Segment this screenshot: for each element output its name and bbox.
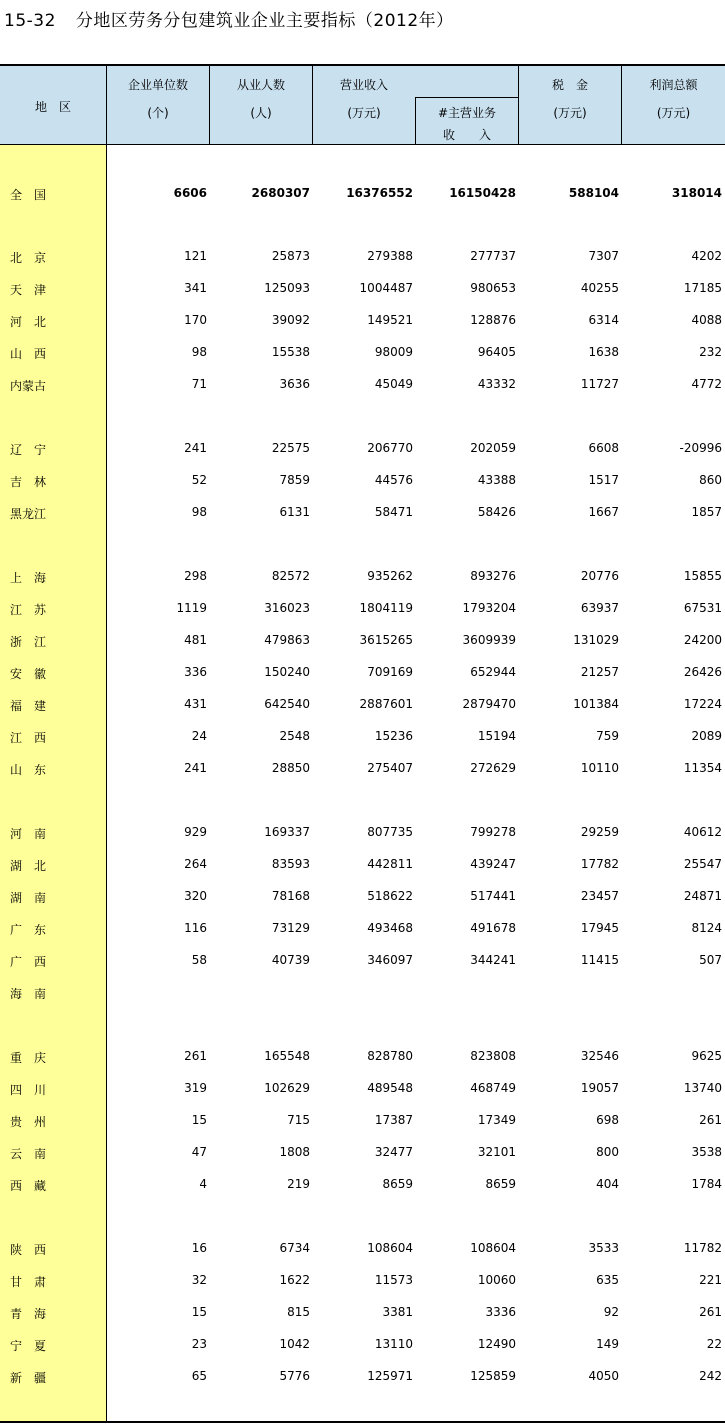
table-cell: 121: [184, 249, 207, 263]
table-cell: 52: [191, 473, 207, 487]
table-cell: 32: [191, 1273, 207, 1287]
region-label: 贵 州: [10, 1115, 47, 1129]
table-cell: 489548: [367, 1081, 413, 1095]
region-label: 广 西: [10, 955, 47, 969]
table-cell: 11415: [580, 953, 619, 967]
table-cell: 24: [191, 729, 207, 743]
table-cell: 40255: [580, 281, 619, 295]
table-cell: 316023: [264, 601, 310, 615]
table-cell: 23457: [580, 889, 619, 903]
table-cell: 439247: [470, 857, 516, 871]
table-cell: 9625: [691, 1049, 722, 1063]
table-cell: 25873: [271, 249, 310, 263]
table-cell: 807735: [367, 825, 413, 839]
table-cell: 507: [699, 953, 722, 967]
table-cell: 8659: [485, 1177, 516, 1191]
table-cell: 241: [184, 441, 207, 455]
table-cell: 518622: [367, 889, 413, 903]
table-cell: 22575: [271, 441, 310, 455]
table-cell: 2548: [279, 729, 310, 743]
table-cell: 10060: [477, 1273, 516, 1287]
region-label: 安 徽: [10, 667, 47, 681]
table-cell: 1004487: [359, 281, 413, 295]
table-cell: 3336: [485, 1305, 516, 1319]
table-cell: 17224: [683, 697, 722, 711]
region-label: 云 南: [10, 1147, 47, 1161]
table-cell: 709169: [367, 665, 413, 679]
region-label: 西 藏: [10, 1179, 47, 1193]
table-cell: 275407: [367, 761, 413, 775]
table-cell: 16: [191, 1241, 207, 1255]
table-cell: 11727: [580, 377, 619, 391]
table-cell: 96405: [477, 345, 516, 359]
table-cell: 131029: [573, 633, 619, 647]
table-cell: 23: [191, 1337, 207, 1351]
table-cell: 261: [184, 1049, 207, 1063]
table-cell: 16150428: [449, 186, 516, 200]
table-cell: 1804119: [359, 601, 413, 615]
table-cell: 58: [191, 953, 207, 967]
header-employees-unit: (人): [250, 106, 272, 120]
table-cell: 43388: [477, 473, 516, 487]
table-cell: 221: [699, 1273, 722, 1287]
table-cell: 481: [184, 633, 207, 647]
region-label: 河 北: [10, 315, 47, 329]
table-cell: 491678: [470, 921, 516, 935]
table-cell: 32546: [580, 1049, 619, 1063]
table-cell: 7859: [279, 473, 310, 487]
table-cell: -20996: [679, 441, 722, 455]
table-number: 15-32: [4, 11, 56, 31]
header-tax: 税 金: [551, 78, 588, 92]
table-cell: 2089: [691, 729, 722, 743]
table-cell: 1667: [588, 505, 619, 519]
table-cell: 1784: [691, 1177, 722, 1191]
table-cell: 28850: [271, 761, 310, 775]
table-cell: 170: [184, 313, 207, 327]
table-cell: 1517: [588, 473, 619, 487]
table-cell: 15: [191, 1113, 207, 1127]
table-cell: 58426: [477, 505, 516, 519]
table-cell: 45049: [374, 377, 413, 391]
table-cell: 125093: [264, 281, 310, 295]
table-cell: 219: [287, 1177, 310, 1191]
table-cell: 13740: [683, 1081, 722, 1095]
region-label: 湖 北: [10, 859, 47, 873]
table-cell: 29259: [580, 825, 619, 839]
table-cell: 277737: [470, 249, 516, 263]
region-label: 山 西: [10, 347, 47, 361]
region-label: 甘 肃: [10, 1275, 47, 1289]
table-cell: 206770: [367, 441, 413, 455]
table-cell: 116: [184, 921, 207, 935]
table-cell: 1638: [588, 345, 619, 359]
table-cell: 150240: [264, 665, 310, 679]
table-cell: 125859: [470, 1369, 516, 1383]
table-cell: 15236: [374, 729, 413, 743]
table-cell: 341: [184, 281, 207, 295]
table-cell: 442811: [367, 857, 413, 871]
table-cell: 759: [596, 729, 619, 743]
table-cell: 404: [596, 1177, 619, 1191]
table-cell: 298: [184, 569, 207, 583]
table-cell: 47: [191, 1145, 207, 1159]
table-cell: 318014: [671, 186, 722, 200]
table-cell: 6314: [588, 313, 619, 327]
table-cell: 3636: [279, 377, 310, 391]
region-column-background: [0, 145, 106, 1422]
table-cell: 8659: [382, 1177, 413, 1191]
table-cell: 344241: [470, 953, 516, 967]
table-cell: 261: [699, 1113, 722, 1127]
table-cell: 2680307: [251, 186, 310, 200]
table-cell: 149521: [367, 313, 413, 327]
region-label: 吉 林: [10, 475, 47, 489]
header-tax-unit: (万元): [553, 106, 587, 120]
region-label: 全 国: [10, 188, 47, 202]
table-cell: 92: [603, 1305, 619, 1319]
table-cell: 108604: [367, 1241, 413, 1255]
table-cell: 980653: [470, 281, 516, 295]
table-cell: 15855: [683, 569, 722, 583]
table-cell: 468749: [470, 1081, 516, 1095]
table-cell: 815: [287, 1305, 310, 1319]
table-cell: 893276: [470, 569, 516, 583]
table-cell: 24200: [683, 633, 722, 647]
column-divider: [106, 66, 107, 1423]
table-cell: 517441: [470, 889, 516, 903]
table-cell: 3538: [691, 1145, 722, 1159]
table-cell: 73129: [271, 921, 310, 935]
table-cell: 1857: [691, 505, 722, 519]
table-title: [4, 6, 454, 31]
table-cell: 17782: [580, 857, 619, 871]
table-cell: 98: [191, 345, 207, 359]
table-cell: 32101: [477, 1145, 516, 1159]
header-bottom-border: [0, 144, 725, 145]
table-cell: 6734: [279, 1241, 310, 1255]
table-cell: 336: [184, 665, 207, 679]
table-cell: 15538: [271, 345, 310, 359]
table-cell: 25547: [683, 857, 722, 871]
table-cell: 6608: [588, 441, 619, 455]
table-cell: 1042: [279, 1337, 310, 1351]
table-cell: 1119: [176, 601, 207, 615]
table-cell: 20776: [580, 569, 619, 583]
table-cell: 12490: [477, 1337, 516, 1351]
table-cell: 17387: [374, 1113, 413, 1127]
table-cell: 7307: [588, 249, 619, 263]
table-cell: 479863: [264, 633, 310, 647]
table-cell: 82572: [271, 569, 310, 583]
table-cell: 98: [191, 505, 207, 519]
region-label: 北 京: [10, 251, 47, 265]
region-label: 内蒙古: [10, 379, 47, 393]
table-cell: 40739: [271, 953, 310, 967]
region-label: 江 苏: [10, 603, 47, 617]
table-cell: 165548: [264, 1049, 310, 1063]
region-label: 福 建: [10, 699, 47, 713]
table-cell: 241: [184, 761, 207, 775]
header-profit: 利润总额: [649, 78, 698, 92]
table-cell: 58471: [374, 505, 413, 519]
header-main-revenue: #主营业务: [437, 106, 497, 120]
region-label: 湖 南: [10, 891, 47, 905]
table-cell: 823808: [470, 1049, 516, 1063]
table-cell: 10110: [580, 761, 619, 775]
table-cell: 40612: [683, 825, 722, 839]
table-cell: 63937: [580, 601, 619, 615]
table-cell: 3609939: [462, 633, 516, 647]
region-label: 辽 宁: [10, 443, 47, 457]
table-cell: 261: [699, 1305, 722, 1319]
table-cell: 232: [699, 345, 722, 359]
header-enterprises: 企业单位数: [127, 78, 188, 92]
header-enterprises-unit: (个): [147, 106, 169, 120]
table-cell: 44576: [374, 473, 413, 487]
region-label: 黑龙江: [10, 507, 47, 521]
table-cell: 17185: [683, 281, 722, 295]
table-cell: 26426: [683, 665, 722, 679]
table-cell: 2879470: [462, 697, 516, 711]
table-cell: 98009: [374, 345, 413, 359]
table-cell: 698: [596, 1113, 619, 1127]
table-cell: 78168: [271, 889, 310, 903]
header-region: 地 区: [34, 100, 71, 114]
table-cell: 13110: [374, 1337, 413, 1351]
table-cell: 4772: [691, 377, 722, 391]
table-cell: 935262: [367, 569, 413, 583]
table-cell: 202059: [470, 441, 516, 455]
table-cell: 11354: [683, 761, 722, 775]
region-label: 江 西: [10, 731, 47, 745]
region-label: 浙 江: [10, 635, 47, 649]
table-cell: 1793204: [462, 601, 516, 615]
table-cell: 6131: [279, 505, 310, 519]
table-cell: 101384: [573, 697, 619, 711]
table-cell: 17945: [580, 921, 619, 935]
table-cell: 860: [699, 473, 722, 487]
table-cell: 11573: [374, 1273, 413, 1287]
table-cell: 320: [184, 889, 207, 903]
table-cell: 4088: [691, 313, 722, 327]
table-cell: 15194: [477, 729, 516, 743]
table-cell: 83593: [271, 857, 310, 871]
table-cell: 43332: [477, 377, 516, 391]
table-cell: 16376552: [346, 186, 413, 200]
table-cell: 929: [184, 825, 207, 839]
region-label: 天 津: [10, 283, 47, 297]
table-cell: 1808: [279, 1145, 310, 1159]
table-cell: 319: [184, 1081, 207, 1095]
table-cell: 715: [287, 1113, 310, 1127]
table-cell: 8124: [691, 921, 722, 935]
table-cell: 6606: [173, 186, 207, 200]
table-title-text: 分地区劳务分包建筑业企业主要指标（2012年）: [75, 11, 454, 31]
subheader-divider: [415, 97, 518, 98]
table-cell: 21257: [580, 665, 619, 679]
table-cell: 1622: [279, 1273, 310, 1287]
table-cell: 799278: [470, 825, 516, 839]
table-cell: 264: [184, 857, 207, 871]
region-label: 陕 西: [10, 1243, 47, 1257]
table-cell: 39092: [271, 313, 310, 327]
table-cell: 108604: [470, 1241, 516, 1255]
table-cell: 19057: [580, 1081, 619, 1095]
region-label: 四 川: [10, 1083, 47, 1097]
header-employees: 从业人数: [236, 78, 285, 92]
header-revenue-unit: (万元): [347, 106, 381, 120]
table-cell: 71: [191, 377, 207, 391]
table-cell: 22: [706, 1337, 722, 1351]
table-cell: 67531: [683, 601, 722, 615]
table-cell: 32477: [374, 1145, 413, 1159]
region-label: 宁 夏: [10, 1339, 47, 1353]
table-cell: 24871: [683, 889, 722, 903]
table-cell: 431: [184, 697, 207, 711]
header-main-revenue-2: 收 入: [442, 128, 491, 142]
table-cell: 272629: [470, 761, 516, 775]
table-cell: 3615265: [359, 633, 413, 647]
table-cell: 169337: [264, 825, 310, 839]
table-cell: 125971: [367, 1369, 413, 1383]
table-cell: 3381: [382, 1305, 413, 1319]
region-label: 新 疆: [10, 1371, 47, 1385]
region-label: 河 南: [10, 827, 47, 841]
table-cell: 15: [191, 1305, 207, 1319]
header-revenue: 营业收入: [339, 78, 388, 92]
table-cell: 828780: [367, 1049, 413, 1063]
table-bottom-border: [0, 1421, 725, 1423]
table-cell: 65: [191, 1369, 207, 1383]
table-cell: 635: [596, 1273, 619, 1287]
table-cell: 2887601: [359, 697, 413, 711]
region-label: 海 南: [10, 987, 47, 1001]
region-label: 重 庆: [10, 1051, 47, 1065]
table-cell: 3533: [588, 1241, 619, 1255]
table-cell: 652944: [470, 665, 516, 679]
region-label: 青 海: [10, 1307, 47, 1321]
table-cell: 642540: [264, 697, 310, 711]
region-label: 山 东: [10, 763, 47, 777]
table-cell: 800: [596, 1145, 619, 1159]
table-cell: 102629: [264, 1081, 310, 1095]
table-cell: 4: [199, 1177, 207, 1191]
table-cell: 128876: [470, 313, 516, 327]
table-cell: 5776: [279, 1369, 310, 1383]
region-label: 上 海: [10, 571, 47, 585]
table-cell: 242: [699, 1369, 722, 1383]
region-label: 广 东: [10, 923, 47, 937]
table-cell: 346097: [367, 953, 413, 967]
table-cell: 588104: [568, 186, 619, 200]
table-cell: 17349: [477, 1113, 516, 1127]
table-cell: 4050: [588, 1369, 619, 1383]
table-cell: 4202: [691, 249, 722, 263]
table-cell: 149: [596, 1337, 619, 1351]
table-cell: 279388: [367, 249, 413, 263]
table-cell: 11782: [683, 1241, 722, 1255]
table-cell: 493468: [367, 921, 413, 935]
header-profit-unit: (万元): [656, 106, 691, 120]
